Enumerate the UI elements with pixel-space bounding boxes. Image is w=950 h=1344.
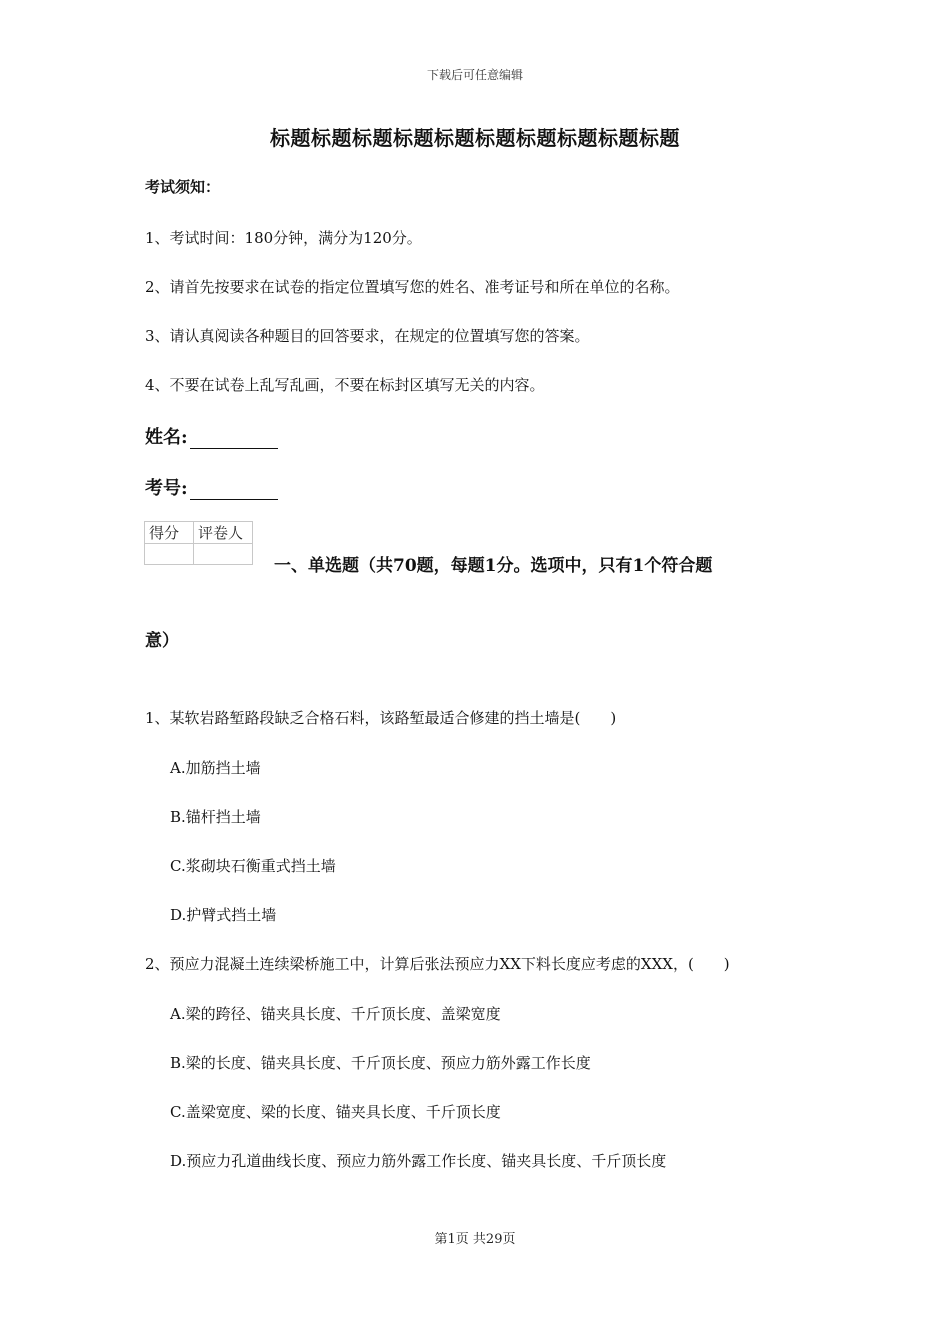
answer-option: A.梁的跨径、锚夹具长度、千斤顶长度、盖梁宽度 <box>170 1005 501 1023</box>
name-field-row <box>145 423 278 449</box>
answer-option: B.梁的长度、锚夹具长度、千斤顶长度、预应力筋外露工作长度 <box>170 1054 591 1072</box>
score-header: 得分 <box>145 522 194 544</box>
score-table <box>144 521 253 565</box>
answer-option: C.盖梁宽度、梁的长度、锚夹具长度、千斤顶长度 <box>170 1103 501 1121</box>
section-heading-continued: 意） <box>145 631 179 651</box>
grader-header: 评卷人 <box>194 522 253 544</box>
grader-cell[interactable] <box>194 544 253 565</box>
name-blank-line[interactable] <box>190 430 278 449</box>
answer-option: A.加筋挡土墙 <box>170 759 261 777</box>
answer-option: D.护臂式挡土墙 <box>170 906 277 924</box>
header-note: 下载后可任意编辑 <box>426 68 523 82</box>
notice-item: 4、不要在试卷上乱写乱画，不要在标封区填写无关的内容。 <box>145 376 545 394</box>
id-field-row <box>145 474 278 500</box>
score-table-header-row <box>145 522 253 544</box>
question-stem: 2、预应力混凝土连续梁桥施工中，计算后张法预应力XX下料长度应考虑的XXX，( ) <box>145 955 730 973</box>
question-stem: 1、某软岩路堑路段缺乏合格石料，该路堑最适合修建的挡土墙是( ) <box>145 709 617 727</box>
name-label: 姓名: <box>145 427 188 448</box>
answer-option: B.锚杆挡土墙 <box>170 808 261 826</box>
notice-item: 3、请认真阅读各种题目的回答要求，在规定的位置填写您的答案。 <box>145 327 590 345</box>
notice-heading: 考试须知： <box>145 178 221 196</box>
score-table-blank-row <box>145 544 253 565</box>
answer-option: D.预应力孔道曲线长度、预应力筋外露工作长度、锚夹具长度、千斤顶长度 <box>170 1152 667 1170</box>
page-footer: 第1页 共29页 <box>434 1232 516 1247</box>
id-label: 考号: <box>145 478 188 499</box>
score-cell[interactable] <box>145 544 194 565</box>
id-blank-line[interactable] <box>190 481 278 500</box>
answer-option: C.浆砌块石衡重式挡土墙 <box>170 857 336 875</box>
document-title: 标题标题标题标题标题标题标题标题标题标题 <box>270 126 680 150</box>
notice-item: 2、请首先按要求在试卷的指定位置填写您的姓名、准考证号和所在单位的名称。 <box>145 278 680 296</box>
notice-item: 1、考试时间：180分钟，满分为120分。 <box>145 229 422 247</box>
section-heading: 一、单选题（共70题，每题1分。选项中，只有1个符合题 <box>274 556 713 576</box>
